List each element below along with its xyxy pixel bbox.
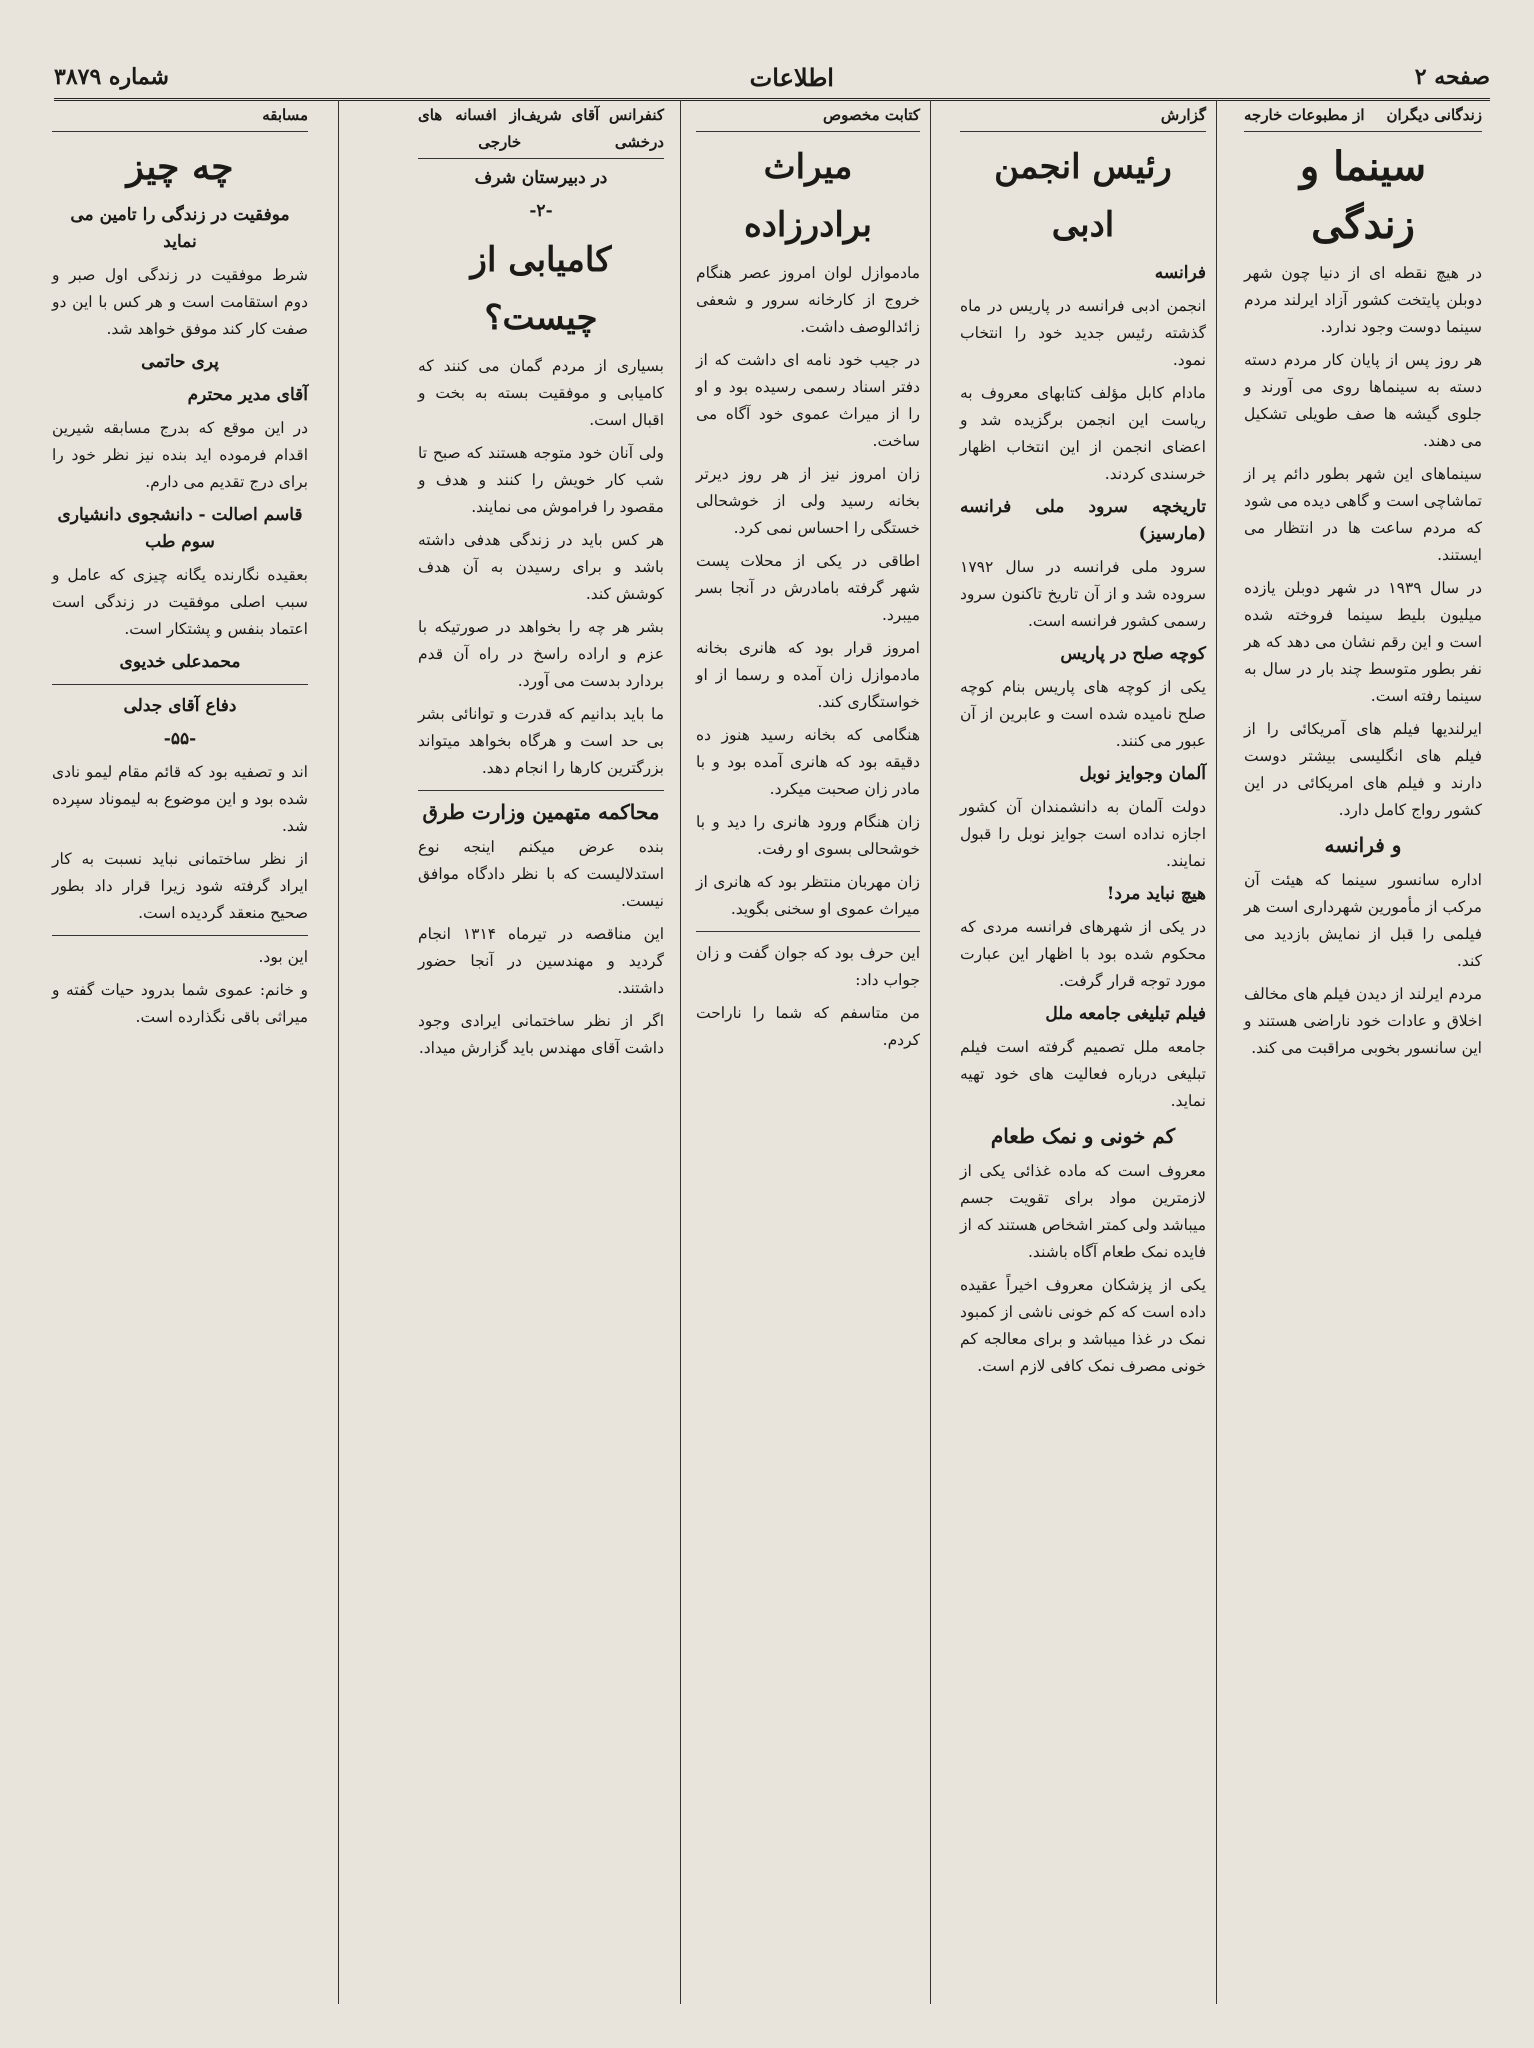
kicker-contest: مسابقه [52, 100, 308, 132]
paragraph: ما باید بدانیم که قدرت و توانائی بشر بی حد است و هرگاه بخواهد میتواند بزرگترین کارها را انجام دهد. [418, 705, 664, 777]
trial-subhead: دفاع آقای جدلی [123, 696, 237, 716]
paragraph: در جیب خود نامه ای داشت که از دفتر اسناد رسمی رسیده بود و او را از میراث عموی خود آگاه می ساخت. [696, 351, 920, 450]
paragraph: معروف است که ماده غذائی یکی از لازمترین مواد برای تقویت جسم میباشد ولی کمتر اشخاص هستند که از فایده نمک طعام آگاه باشند. [960, 1162, 1206, 1261]
column-divider [1216, 100, 1217, 2004]
headline-cinema: سینما و زندگی [1299, 143, 1427, 248]
paragraph: بعقیده نگارنده یگانه چیزی که عامل و سبب اصلی موفقیت در زندگی است اعتماد بنفس و پشتکار است. [52, 566, 308, 638]
signature: محمدعلی خدیوی [119, 652, 241, 672]
paragraph: امروز قرار بود که هانری بخانه مادموازل زان آمده و رسما از او خواستگاری کند. [696, 639, 920, 711]
paragraph: من متاسفم که شما را ناراحت کردم. [696, 1004, 920, 1049]
paragraph: هر روز پس از پایان کار مردم دسته دسته به سینماها روی می آورند و جلوی گیشه ها صف طویلی تشکیل می دهند. [1244, 351, 1482, 450]
paragraph: این حرف بود که جوان گفت و زان جواب داد: [696, 944, 920, 989]
paragraph: اگر از نظر ساختمانی ایرادی وجود داشت آقای مهندس باید گزارش میداد. [418, 1012, 664, 1057]
paragraph: این مناقصه در تیرماه ۱۳۱۴ انجام گردید و مهندسین در آنجا حضور داشتند. [418, 925, 664, 997]
paragraph: در یکی از شهرهای فرانسه مردی که محکوم شده بود با اظهار این عبارت مورد توجه قرار گرفت. [960, 918, 1206, 990]
paragraph: هر کس باید در زندگی هدفی داشته باشد و برای رسیدن به آن هدف کوشش کند. [418, 531, 664, 603]
paragraph: یکی از پزشکان معروف اخیراً عقیده داده است که کم خونی ناشی از کمبود نمک در غذا میباشد و برای معالجه کم خونی مصرف نمک کافی لازم است. [960, 1276, 1206, 1375]
paragraph: در این موقع که بدرج مسابقه شیرین اقدام فرموده اید بنده نیز نظر خود را برای درج تقدیم می دارم. [52, 419, 308, 491]
kicker-cinema: زندگانی دیگران از مطبوعات خارجه [1244, 100, 1482, 132]
column-contest [44, 100, 316, 2004]
kicker-report: گزارش [960, 100, 1206, 132]
paragraph: زان مهربان منتظر بود که هانری از میراث عموی او سخنی بگوید. [696, 873, 920, 918]
head-league-film: فیلم تبلیغی جامعه ملل [1045, 1004, 1206, 1024]
issue-number: شماره ۳۸۷۹ [54, 64, 169, 90]
head-marseillaise: تاریخچه سرود ملی فرانسه (مارسیز) [960, 497, 1206, 544]
paragraph: بشر هر چه را بخواهد در صورتیکه با عزم و اراده راسخ در راه آن قدم بردارد بدست می آورد. [418, 618, 664, 690]
column-divider [338, 100, 339, 2004]
kicker-conference: کنفرانس آقای شریف درخشی از افسانه های خارجی [418, 100, 664, 159]
paragraph: سینماهای این شهر بطور دائم پر از تماشاچی است و گاهی دیده می شود که مردم ساعت ها در انتظار می ایستند. [1244, 465, 1482, 564]
paper-name: اطلاعات [749, 62, 834, 92]
signature: قاسم اصالت - دانشجوی دانشیاری سوم طب [57, 505, 303, 552]
head-peace-street: کوچه صلح در پاریس [1060, 644, 1206, 664]
head-no-one-should-die: هیچ نباید مرد! [1106, 884, 1206, 904]
paragraph: اند و تصفیه بود که قائم مقام لیمو نادی شده بود و این موضوع به لیموناد سپرده شد. [52, 763, 308, 835]
column-divider [680, 100, 681, 2004]
paragraph: در هیچ نقطه ای از دنیا چون شهر دوبلن پایتخت کشور آزاد ایرلند مردم سینما دوست وجود ندارد. [1244, 264, 1482, 336]
head-letter: آقای مدیر محترم [187, 385, 308, 405]
headline-literary: رئیس انجمن ادبی [994, 147, 1172, 245]
paragraph: انجمن ادبی فرانسه در پاریس در ماه گذشته رئیس جدید خود را انتخاب نمود. [960, 297, 1206, 369]
divider [418, 790, 664, 791]
headline-trial: محاکمه متهمین وزارت طرق [422, 800, 660, 824]
column-success [410, 100, 672, 2004]
column-literary [952, 100, 1214, 2004]
paragraph: اطاقی در یکی از محلات پست شهر گرفته بامادرش در آنجا بسر میبرد. [696, 552, 920, 624]
divider [52, 935, 308, 936]
paragraph: شرط موفقیت در زندگی اول صبر و دوم استقامت است و هر کس با این دو صفت کار کند موفق خواهد شد. [52, 266, 308, 338]
paragraph: زان هنگام ورود هانری را دید و با خوشحالی بسوی او رفت. [696, 813, 920, 858]
paragraph: هنگامی که بخانه رسید هنوز ده دقیقه بود که هانری آمده بود و با مادر زان صحبت میکرد. [696, 726, 920, 798]
masthead [54, 56, 1490, 101]
head-nobel: آلمان وجوایز نوبل [1079, 764, 1206, 784]
paragraph: سرود ملی فرانسه در سال ۱۷۹۲ سروده شد و از آن تاریخ تاکنون سرود رسمی کشور فرانسه است. [960, 558, 1206, 630]
paragraph: این بود. [258, 948, 308, 966]
paragraph: اداره سانسور سینما که هیئت آن مرکب از مأمورین شهرداری است هر فیلمی را قبل از نمایش بازدید می کند. [1244, 871, 1482, 970]
paragraph: مادام کابل مؤلف کتابهای معروف به ریاست این انجمن برگزیده شد و اعضای انجمن از این انتخاب اظهار خرسندی کردند. [960, 384, 1206, 483]
divider [696, 931, 920, 932]
paragraph: مادموازل لوان امروز عصر هنگام خروج از کارخانه سرور و شعفی زائدالوصف داشت. [696, 264, 920, 336]
column-divider [930, 100, 931, 2004]
column-cinema [1236, 100, 1490, 2004]
kicker-school: در دبیرستان شرف [474, 168, 608, 188]
signature: پری حاتمی [141, 352, 219, 372]
headline-contest: چه چیز [126, 146, 234, 188]
paragraph: بسیاری از مردم گمان می کنند که کامیابی و موفقیت بسته به بخت و اقبال است. [418, 357, 664, 429]
paragraph: ایرلندیها فیلم های آمریکائی را از فیلم های انگلیسی بیشتر دوست دارند و فیلم های امریکائی در این کشور رواج کامل دارد. [1244, 720, 1482, 819]
paragraph: یکی از کوچه های پاریس بنام کوچه صلح نامیده شده است و عابرین از آن عبور می کنند. [960, 678, 1206, 750]
paragraph: جامعه ملل تصمیم گرفته است فیلم تبلیغی درباره فعالیت های خود تهیه نماید. [960, 1038, 1206, 1110]
trial-number: -۵۵- [163, 729, 197, 749]
kicker-story: کتابت مخصوص [696, 100, 920, 132]
subhead-france: فرانسه [1154, 263, 1206, 283]
page-number: صفحه ۲ [1414, 64, 1490, 90]
paragraph: در سال ۱۹۳۹ در شهر دوبلن یازده میلیون بلیط سینما فروخته شده است و این رقم نشان می دهد که هر نفر بطور متوسط چند بار در سال به سینما رفته است. [1244, 579, 1482, 705]
headline-success: کامیابی از چیست؟ [470, 240, 612, 338]
paragraph: دولت آلمان به دانشمندان آن کشور اجازه نداده است جوایز نوبل را قبول نمایند. [960, 798, 1206, 870]
paragraph: و خانم: عموی شما بدرود حیات گفته و میراثی باقی نگذارده است. [52, 981, 308, 1026]
subhead-france: و فرانسه [1324, 833, 1402, 857]
head-anemia-salt: کم خونی و نمک طعام [990, 1124, 1176, 1148]
paragraph: از نظر ساختمانی نباید نسبت به کار ایراد گرفته شود زیرا قرار داد بطور صحیح منعقد گردیده است. [52, 850, 308, 922]
subhead-contest: موفقیت در زندگی را تامین می نماید [70, 205, 290, 252]
column-inheritance [688, 100, 928, 2004]
part-label: -۲- [529, 201, 553, 221]
divider [52, 684, 308, 685]
paragraph: بنده عرض میکنم اینجه نوع استدلالیست که با نظر دادگاه موافق نیست. [418, 838, 664, 910]
paragraph: مردم ایرلند از دیدن فیلم های مخالف اخلاق و عادات خود ناراضی هستند و این سانسور بخوبی مراقبت می کند. [1244, 985, 1482, 1057]
paragraph: زان امروز نیز از هر روز دیرتر بخانه رسید ولی از خوشحالی خستگی را احساس نمی کرد. [696, 465, 920, 537]
paragraph: ولی آنان خود متوجه هستند که صبح تا شب کار خویش را کنند و هدف و مقصود را فراموش می نمایند. [418, 444, 664, 516]
headline-inheritance: میراث برادرزاده [743, 147, 873, 245]
